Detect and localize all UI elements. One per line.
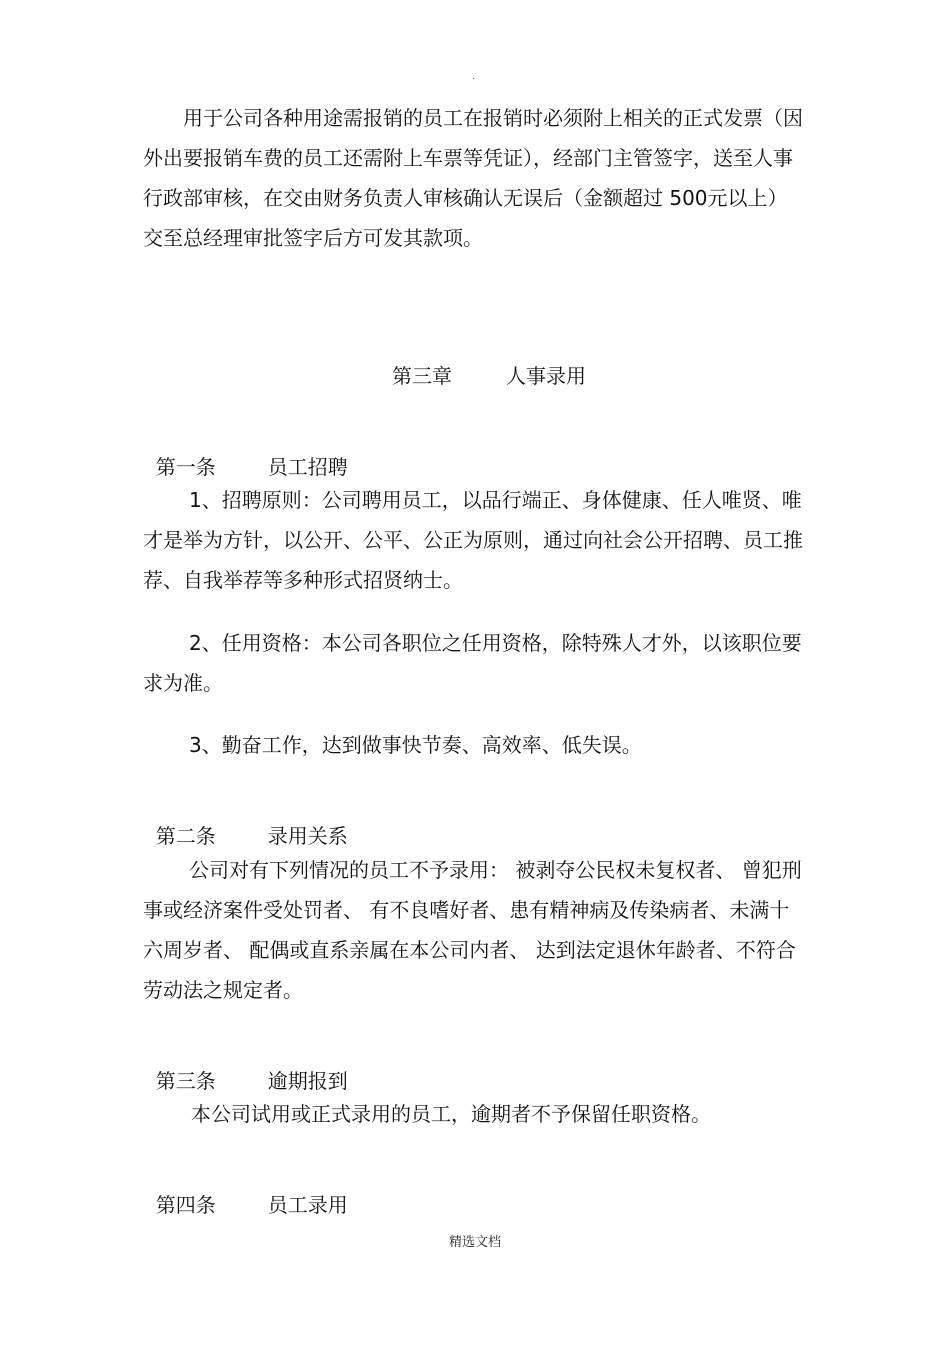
article-heading-2 bbox=[143, 794, 348, 850]
article-title: 逾期报到 bbox=[267, 1069, 348, 1093]
article-title: 员工录用 bbox=[267, 1193, 348, 1217]
article-number: 第一条 bbox=[155, 455, 216, 479]
overdue-paragraph: 本公司试用或正式录用的员工，逾期者不予保留任职资格。 bbox=[191, 1102, 711, 1126]
header-dot-mark: · bbox=[472, 74, 476, 85]
recruit-diligence-paragraph: 3、勤奋工作，达到做事快节奏、高效率、低失误。 bbox=[189, 733, 642, 757]
recruit-qualification-paragraph: 2、任用资格：本公司各职位之任用资格，除特殊人才外，以该职位要求为准。 bbox=[143, 631, 802, 695]
recruit-principle-paragraph: 1、招聘原则：公司聘用员工，以品行端正、身体健康、任人唯贤、唯才是举为方针，以公开、公平、公正为原则，通过向社会公开招聘、员工推荐、自我举荐等多种形式招贤纳士。 bbox=[143, 488, 803, 592]
chapter-title: 人事录用 bbox=[506, 364, 586, 388]
article-title: 录用关系 bbox=[267, 824, 348, 848]
chapter-heading bbox=[392, 362, 586, 390]
article-number: 第四条 bbox=[155, 1193, 216, 1217]
article-heading-1 bbox=[143, 425, 348, 481]
hire-relation-paragraph: 公司对有下列情况的员工不予录用： 被剥夺公民权未复权者、 曾犯刑事或经济案件受处罚者、 有不良嗜好者、患有精神病及传染病者、未满十六周岁者、 配偶或直系亲属在本公司内者、 达到法定退休年龄者、不符合劳动法之规定者。 bbox=[143, 858, 802, 1002]
intro-paragraph: 用于公司各种用途需报销的员工在报销时必须附上相关的正式发票（因外出要报销车费的员工还需附上车票等凭证），经部门主管签字，送至人事行政部审核，在交由财务负责人审核确认无误后（金额超过 500元以上）交至总经理审批签字后方可发其款项。 bbox=[143, 106, 803, 250]
article-title: 员工招聘 bbox=[267, 455, 348, 479]
page-footer: 精选文档 bbox=[448, 1235, 501, 1250]
article-number: 第三条 bbox=[155, 1069, 216, 1093]
chapter-number: 第三章 bbox=[392, 364, 452, 388]
article-number: 第二条 bbox=[155, 824, 216, 848]
article-heading-3 bbox=[143, 1039, 348, 1095]
article-heading-4 bbox=[143, 1163, 348, 1219]
